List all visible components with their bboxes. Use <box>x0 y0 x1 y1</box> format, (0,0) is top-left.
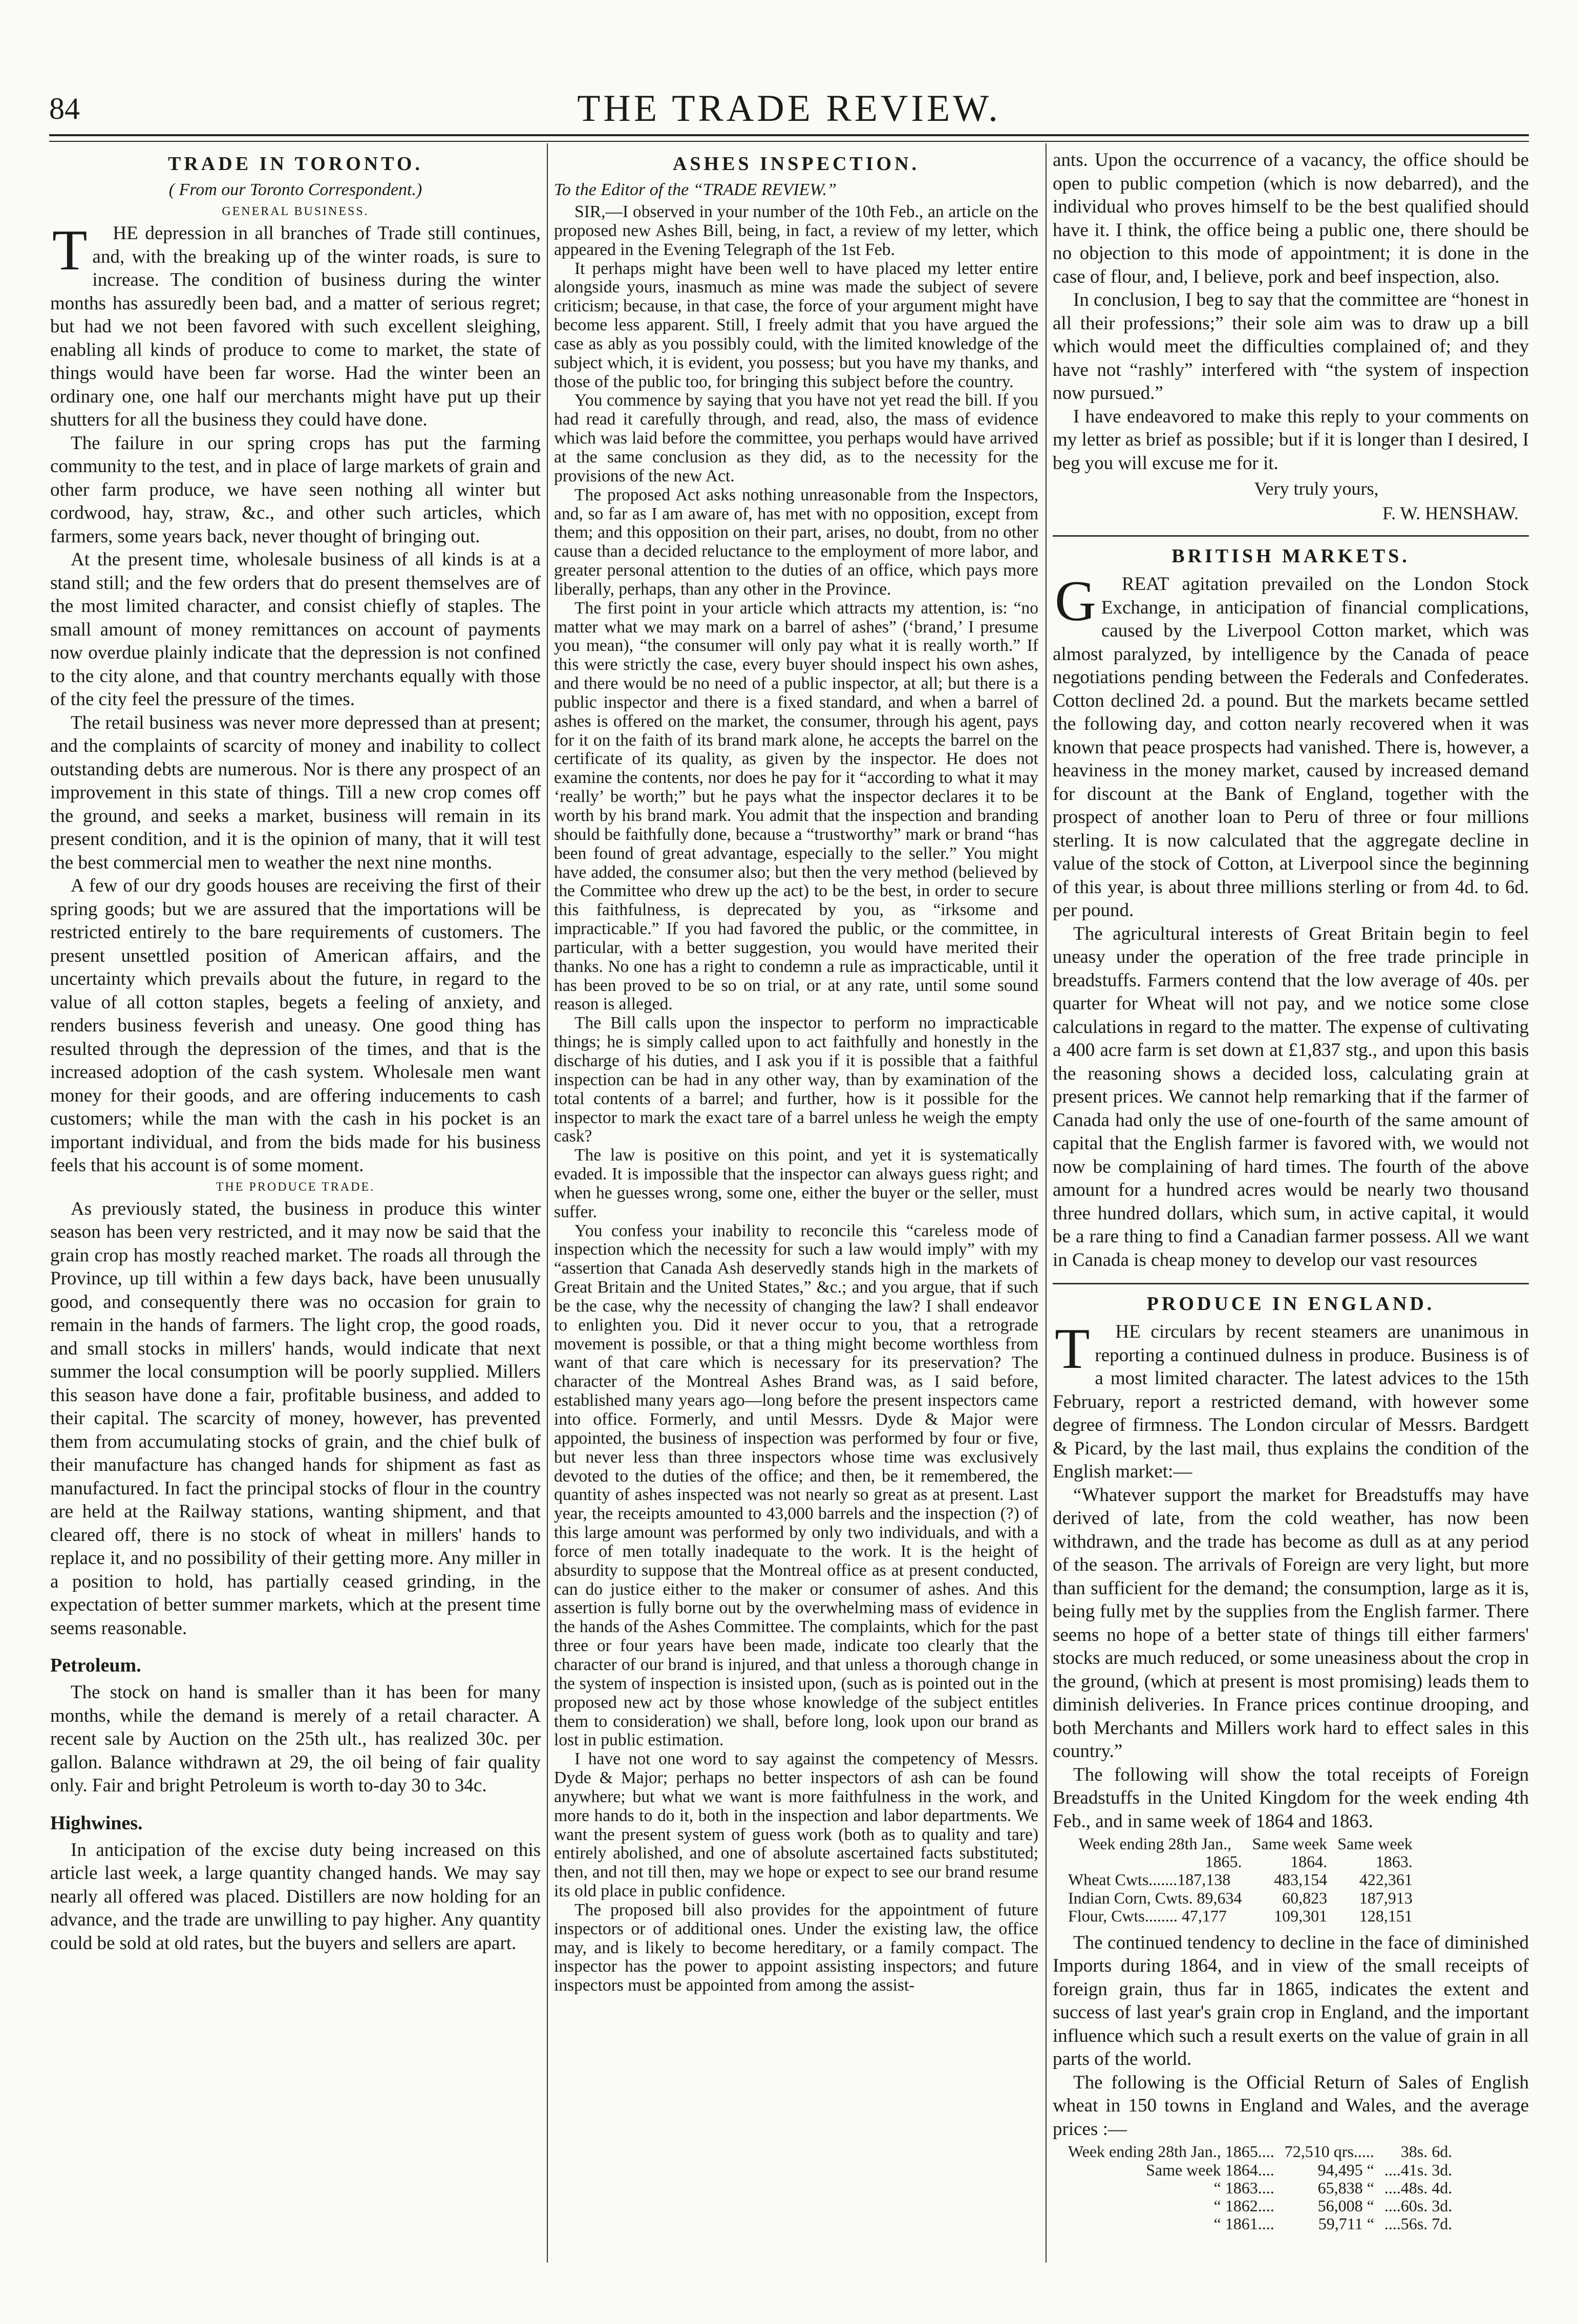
table-cell: ....56s. 7d. <box>1384 2214 1453 2233</box>
table-row <box>1063 2197 1457 2215</box>
table-header: Week ending 28th Jan., <box>1078 1834 1232 1853</box>
article-subtitle: ( From our Toronto Correspondent.) <box>168 180 422 199</box>
column-ashes-inspection <box>554 149 1038 2268</box>
table-row <box>1063 2161 1457 2179</box>
table-row <box>1063 2143 1457 2161</box>
table-cell: 65,838 “ <box>1317 2178 1374 2197</box>
table-cell: 89,634 <box>1197 1888 1242 1907</box>
paragraph: THE circulars by recent steamers are unanimous in reporting a continued dulness in produce. Business is of a most limited character. The latest advices to the 15th February, report a restricted demand, with however some degree of firmness. The London circular of Messrs. Bardgett & Picard, by the last mail, thus explains the condition of the English market:— <box>1053 1317 1529 1482</box>
table-row <box>1063 2179 1457 2197</box>
paragraph: THE depression in all branches of Trade still continues, and, with the breaking up of the winter roads, is sure to increase. The condition of business during the winter months has assuredly been bad, and a matter of serious regret; but had we not been favored with such excellent sleighing, enabling all kinds of produce to come to market, the state of things would have been far worse. Had the winter been an ordinary one, one half our merchants might have put up their shutters for all the business they could have done. <box>50 219 541 430</box>
column-markets <box>1053 149 1529 2268</box>
paragraph: You confess your inability to reconcile this “careless mode of inspection which the necessity for such a law would imply” with my “assertion that Canada Ash deservedly stands high in the markets of Great Britain and the United States,” &c.; and you argue, that if such be the case, why the necessity of changing the law? I shall endeavor to enlighten you. Did it never occur to you, that a retrograde movement is possible, or that a thing might become worthless from want of that care which is necessary for its preservation? The character of the Montreal Ashes Brand was, as I said before, established many years ago—long before the present inspectors came into office. Formerly, and until Messrs. Dyde & Major were appointed, the business of inspection was performed by four or five, but never less than three inspectors whose time was exclusively devoted to the duties of the office; and then, be it remembered, the quantity of ashes inspected was not nearly so great as at present. Last year, the receipts amounted to 43,000 barrels and the inspection (?) of this large amount was performed by only two individuals, and with a force of men totally inadequate to the work. It is the height of absurdity to suppose that the Montreal office as at present conducted, can do justice either to the maker or consumer of ashes. And this assertion is fully borne out by the overwhelming mass of evidence in the hands of the Ashes Committee. The complaints, which for the past three or four years have been made, indicate too clearly that the character of our brand is injured, and that unless a thorough change in the system of inspection is insisted upon, (such as is pointed out in the proposed new act by those whose knowledge of the subject entitles them to consideration) we shall, before long, look upon our brand as lost in public estimation. <box>554 1221 1038 1750</box>
table-row <box>1063 1907 1418 1925</box>
masthead: THE TRADE REVIEW. <box>577 88 1001 130</box>
table-row <box>1063 2215 1457 2233</box>
table-cell: 187,913 <box>1359 1888 1413 1907</box>
table-cell: 483,154 <box>1274 1870 1328 1889</box>
paragraph: It perhaps might have been well to have placed my letter entire alongside yours, inasmuch as mine was made the subject of severe criticism; because, in that case, the force of your argument might have become less apparent. Still, I freely admit that you have argued the case as ably as you possibly could, with the limited knowledge of the subject which, it is evident, you possess; but you have my thanks, and those of the public too, for bringing this subject before the country. <box>554 259 1038 391</box>
table-cell: ....60s. 3d. <box>1384 2196 1453 2215</box>
paragraph: I have endeavored to make this reply to your comments on my letter as brief as possible; but if it is longer than I desired, I beg you will excuse me for it. <box>1053 406 1529 474</box>
table-cell: 187,138 <box>1177 1870 1231 1889</box>
article-title: ASHES INSPECTION. <box>672 153 920 175</box>
table-cell: Indian Corn, Cwts. <box>1068 1888 1193 1907</box>
paragraph: The continued tendency to decline in the face of diminished Imports during 1864, and in view of the small receipts of foreign grain, thus far in 1865, indicates the extent and success of last year's grain crop in England, and the important influence which such a result exerts on the value of grain in all parts of the world. <box>1053 1932 1529 2070</box>
table-cell: 59,711 “ <box>1318 2214 1374 2233</box>
paragraph: The first point in your article which attracts my attention, is: “no matter what we may mark on a barrel of ashes” (‘brand,’ I presume you mean), “the consumer will only pay what it is really worth.” If this were strictly the case, every buyer should inspect his own ashes, and there would be no need of a public inspector, at all; but there is a public inspector and there is a fixed standard, and when a barrel of ashes is offered on the market, the consumer, through his agent, pays for it on the faith of its brand mark alone, he accepts the barrel on the certificate of its quality, as given by the inspector. He does not examine the contents, nor does he pay for it “according to what it may ‘really’ be worth;” but he pays what the inspector declares it to be worth by his brand mark. You admit that the inspection and branding should be faithfully done, because a “trustworthy” mark or brand “has been found of great advantage, especially to the seller.” You might have added, the consumer also; but then the very method (believed by the Committee who drew up the act) to be the best, in order to secure this faithfulness, is deprecated by you, as “irksome and impracticable.” If you had favored the public, or the committee, in particular, with a better suggestion, you would have merited their thanks. No one has a right to condemn a rule as impracticable, until it has been proved to be so on trial, or at any rate, until some sound reason is alleged. <box>554 598 1038 1014</box>
paragraph: The proposed Act asks nothing unreasonable from the Inspectors, and, so far as I am aware of, has met with no opposition, except from them; and this opposition on their part, arises, no doubt, from no other cause than a decided reluctance to the employment of more labor, and greater personal attention to the duties of an office, which pays more liberally, perhaps, than any other in the Province. <box>554 485 1038 599</box>
salutation-line: To the Editor of the “TRADE REVIEW.” <box>554 180 837 199</box>
header-rule <box>49 134 1529 136</box>
table-cell: Same week 1864.... <box>1146 2160 1274 2179</box>
section-heading: THE PRODUCE TRADE. <box>216 1180 375 1194</box>
column-rule-2 <box>1046 143 1047 2263</box>
paragraph: GREAT agitation prevailed on the London Stock Exchange, in anticipation of financial complications, caused by the Liverpool Cotton market, which was almost paralyzed, by intelligence by the Canada of peace negotiations pending between the Federals and Confederates. Cotton declined 2d. a pound. But the markets became settled the following day, and cotton nearly recovered when it was known that peace prospects had vanished. There is, however, a heaviness in the money market, caused by increased demand for discount at the Bank of England, together with the prospect of another loan to Peru of three or four millions sterling. It is now calculated that the aggregate decline in value of the stock of Cotton, at Liverpool since the beginning of this year, is about three millions sterling or from 4d. to 6d. per pound. <box>1053 569 1529 921</box>
table-cell: Wheat Cwts....... <box>1068 1870 1178 1889</box>
column-rule-1 <box>547 143 548 2263</box>
table-cell: 72,510 qrs..... <box>1284 2142 1374 2161</box>
table-cell: “ 1861.... <box>1213 2214 1274 2233</box>
breadstuffs-receipts-table <box>1063 1835 1418 1925</box>
paragraph: The retail business was never more depressed than at present; and the complaints of scarcity of money and inability to collect outstanding debts are numerous. Nor is there any prospect of an improvement in this state of things. Till a new crop comes off the ground, and seeks a market, business will remain in its present condition, and it is the opinion of many, that it will test the best commercial men to weather the next nine months. <box>50 712 541 873</box>
article-title: PRODUCE IN ENGLAND. <box>1146 1293 1435 1315</box>
table-cell: “ 1862.... <box>1213 2196 1274 2215</box>
column-trade-in-toronto <box>50 149 541 2268</box>
paragraph: “Whatever support the market for Breadstuffs may have derived of late, from the cold weather, has now been withdrawn, and the trade has become as dull as at any period of the season. The arrivals of Foreign are very light, but more than sufficient for the demand; the consumption, large as it is, being fully met by the supplies from the English farmer. There seems no hope of a better state of things till either farmers' stocks are much reduced, or some uneasiness about the crop in the ground, (which at present is most promising) leads them to diminish deliveries. In France prices continue drooping, and both Merchants and Millers work hard to effect sales in this country.” <box>1053 1484 1529 1762</box>
table-year: 1865. <box>1205 1852 1242 1871</box>
paragraph: The proposed bill also provides for the appointment of future inspectors or of additional ones. Under the existing law, the office may, and is likely to become hereditary, or a family compact. The inspector has the power to appoint assisting inspectors; and future inspectors must be appointed from among the assist- <box>554 1900 1038 1995</box>
petroleum-heading: Petroleum. <box>50 1655 141 1676</box>
article-title: TRADE IN TORONTO. <box>168 153 423 175</box>
table-row <box>1063 1889 1418 1907</box>
paragraph: The following will show the total receipts of Foreign Breadstuffs in the United Kingdom for the week ending 4th Feb., and in same week of 1864 and 1863. <box>1053 1764 1529 1832</box>
paragraph: SIR,—I observed in your number of the 10th Feb., an article on the proposed new Ashes Bill, being, in fact, a review of my letter, which appeared in the Evening Telegraph of the 1st Feb. <box>554 202 1038 259</box>
paragraph: In anticipation of the excise duty being increased on this article last week, a large quantity changed hands. We may say nearly all offered was placed. Distillers are now holding for an advance, and the trade are unwilling to pay higher. Any quantity could be sold at old rates, but the buyers and sellers are apart. <box>50 1839 541 1954</box>
paragraph: The agricultural interests of Great Britain begin to feel uneasy under the operation of the free trade principle in breadstuffs. Farmers contend that the low average of 40s. per quarter for Wheat will not pay, and we notice some close calculations in regard to the matter. The expense of cultivating a 400 acre farm is set down at £1,837 stg., and upon this basis the reasoning shows a decided loss, calculating grain at present prices. We cannot help remarking that if the farmer of Canada had only the use of one-fourth of the same amount of capital that the English farmer is favored with, we would not now be complaining of hard times. The fourth of the above amount for a hundred acres would be nearly two thousand three hundred dollars, which sum, in active capital, it would be a rare thing to find a Canadian farmer possess. All we want in Canada is cheap money to develop our vast resources <box>1053 923 1529 1271</box>
table-cell: ....41s. 3d. <box>1384 2160 1453 2179</box>
table-cell: 38s. 6d. <box>1400 2142 1453 2161</box>
paragraph: ants. Upon the occurrence of a vacancy, the office should be open to public competion (which is now debarred), and the individual who proves himself to be the best qualified should have it. I think, the office being a public one, there should be no objection to this mode of appointment; it is done in the case of flour, and, I believe, pork and beef inspection, also. <box>1053 150 1529 287</box>
wheat-sales-table <box>1063 2143 1457 2233</box>
table-cell: 109,301 <box>1274 1906 1328 1925</box>
section-rule <box>1053 535 1529 537</box>
section-heading: GENERAL BUSINESS. <box>222 205 369 218</box>
paragraph: The stock on hand is smaller than it has been for many months, while the demand is merely of a retail character. A recent sale by Auction on the 25th ult., has realized 30c. per gallon. Balance withdrawn at 29, the oil being of fair quality only. Fair and bright Petroleum is worth to-day 30 to 34c. <box>50 1682 541 1796</box>
table-cell: “ 1863.... <box>1213 2178 1274 2197</box>
header-rule-thin <box>49 141 1529 142</box>
table-cell: Week ending 28th Jan., 1865.... <box>1068 2142 1274 2161</box>
paragraph: A few of our dry goods houses are receiving the first of their spring goods; but we are assured that the importations will be restricted entirely to the bare requirements of customers. The present unsettled position of American affairs, and the uncertainty which prevails about the future, in regard to the value of all cotton staples, begets a feeling of anxiety, and renders business feverish and uneasy. One good thing has resulted through the depression of the times, and that is the increased adoption of the cash system. Wholesale men want money for their goods, and are offering inducements to cash customers; while the man with the cash in his pocket is an important individual, and from the bids made for his business feels that his account is of some moment. <box>50 875 541 1176</box>
table-row <box>1063 1871 1418 1889</box>
section-rule <box>1053 1283 1529 1284</box>
paragraph: I have not one word to say against the competency of Messrs. Dyde & Major; perhaps no better inspectors of ash can be found anywhere; but what we want is more faithfulness in the work, and more hands to do it, both in the inspection and labor departments. We want the present system of guess work (both as to quality and tare) entirely abolished, and one of absolute ascertained facts substituted; then, and not till then, may we hope or expect to see our brand resume its old place in public confidence. <box>554 1749 1038 1901</box>
article-title: BRITISH MARKETS. <box>1171 545 1410 567</box>
table-cell: Flour, Cwts........ <box>1068 1906 1178 1925</box>
table-cell: 128,151 <box>1359 1906 1413 1925</box>
table-cell: ....48s. 4d. <box>1384 2178 1453 2197</box>
paragraph: As previously stated, the business in produce this winter season has been very restricted, and it may now be said that the grain crop has mostly reached market. The roads all through the Province, up till within a few days back, have been unusually good, and consequently there was no occasion for grain to remain in the hands of farmers. The light crop, the good roads, and small stocks in millers' hands, would indicate that next summer the local consumption will be poorly supplied. Millers this season have done a fair, profitable business, and added to their capital. The scarcity of money, however, has prevented them from accumulating stocks of grain, and the chief bulk of their manufacture has changed hands for shipment as fast as manufactured. In fact the principal stocks of flour in the country are held at the Railway stations, wanting shipment, and that cleared off, there is no stock of wheat in millers' hands to replace it, and no possibility of their getting more. Any miller in a position to hold, has partially ceased grinding, in the expectation of better summer markets, which at the present time seems reasonable. <box>50 1198 541 1639</box>
table-cell: 56,008 “ <box>1317 2196 1374 2215</box>
paragraph: The Bill calls upon the inspector to perform no impracticable things; he is simply called upon to act faithfully and honestly in the discharge of his duties, and I ask you if it is possible that a faithful inspection can be had in any other way, than by examination of the total contents of a barrel; and further, how is it possible for the inspector to mark the exact tare of a barrel unless he weigh the empty cask? <box>554 1013 1038 1146</box>
table-year: 1863. <box>1375 1852 1413 1871</box>
paragraph: At the present time, wholesale business of all kinds is at a stand still; and the few orders that do present themselves are of the most limited character, and consist chiefly of staples. The small amount of money remittances on account of payments now overdue plainly indicate that the depression is not confined to the city alone, and that country merchants equally with those of the city feel the pressure of the times. <box>50 549 541 710</box>
closing-line: Very truly yours, <box>1254 478 1379 499</box>
table-header: Same week <box>1337 1834 1413 1853</box>
table-cell: 94,495 “ <box>1317 2160 1374 2179</box>
table-header: Same week <box>1252 1834 1328 1853</box>
page-number: 84 <box>49 92 80 125</box>
paragraph: The law is positive on this point, and yet it is systematically evaded. It is impossible that the inspector can always guess right; and when he guesses wrong, some one, either the buyer or the seller, must suffer. <box>554 1146 1038 1221</box>
paragraph: You commence by saying that you have not yet read the bill. If you had read it carefully through, and read, also, the mass of evidence which was laid before the committee, you perhaps would have arrived at the same conclusion as they did, as to the necessity for the provisions of the new Act. <box>554 391 1038 485</box>
paragraph: In conclusion, I beg to say that the committee are “honest in all their professions;” their sole aim was to draw up a bill which would meet the difficulties complained of; and they have not “rashly” interfered with “the system of inspection now pursued.” <box>1053 289 1529 404</box>
signature: F. W. HENSHAW. <box>1382 503 1519 523</box>
highwines-heading: Highwines. <box>50 1812 143 1834</box>
paragraph: The failure in our spring crops has put the farming community to the test, and in place of large markets of grain and other farm produce, we have seen nothing all winter but cordwood, hay, straw, &c., and other such articles, which farmers, some years back, never thought of bringing out. <box>50 432 541 547</box>
table-year: 1864. <box>1290 1852 1328 1871</box>
table-cell: 47,177 <box>1181 1906 1227 1925</box>
table-cell: 422,361 <box>1359 1870 1413 1889</box>
page-header <box>49 76 1529 132</box>
paragraph: The following is the Official Return of Sales of English wheat in 150 towns in England and Wales, and the average prices :— <box>1053 2072 1529 2140</box>
table-cell: 60,823 <box>1282 1888 1328 1907</box>
